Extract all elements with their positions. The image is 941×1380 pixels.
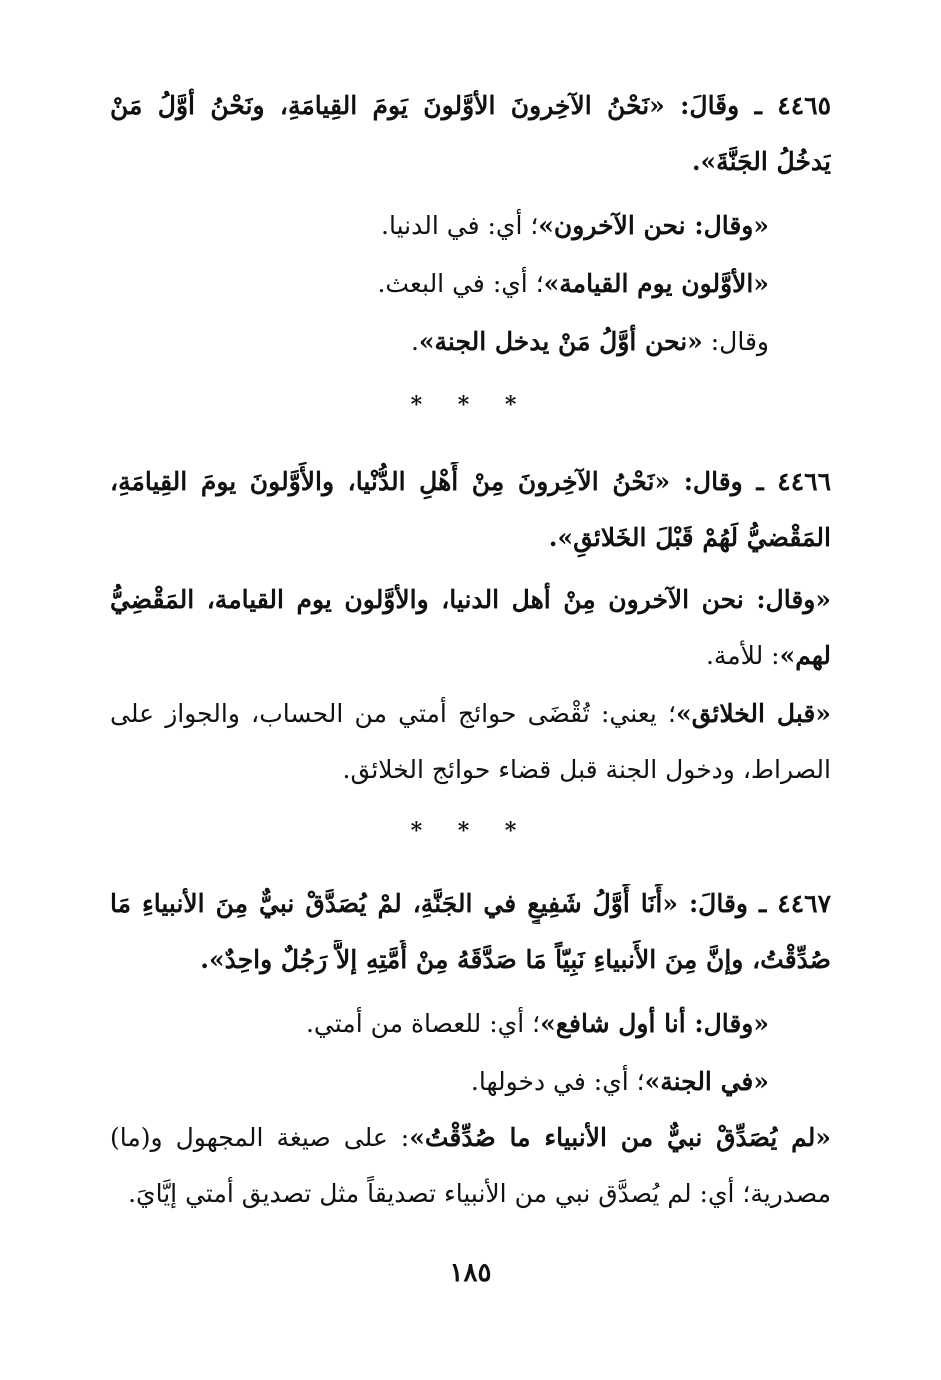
explanation: ؛ يعني: تُقْضَى حوائج أمتي من الحساب، والجواز على [110,699,676,728]
hadith-4465-line-2: يَدخُلُ الجَنَّةَ». [691,147,831,176]
explanation: ؛ أي: للعصاة من أمتي. [305,1009,541,1038]
hadith-4466-line-2: المَقْضيُّ لَهُمْ قَبْلَ الخَلائقِ». [548,523,831,552]
quoted-phrase: «نحن أوَّلُ مَنْ يدخل الجنة» [418,327,703,356]
quoted-phrase: لهم» [779,641,831,670]
quoted-phrase: «لم يُصَدِّقْ نبيٌّ من الأنبياء ما صُدِّقْتُ» [409,1123,831,1152]
commentary-4467-b [110,1062,769,1102]
explanation: . [410,327,419,356]
commentary-4465-c [110,322,769,362]
explanation: ؛ أي: في دخولها. [470,1067,645,1096]
hadith-4467-line-2: صُدِّقْتُ، وإنَّ مِنَ الأَنبياءِ نَبِيّاً مَا صَدَّقَهُ مِنْ أُمَّتِهِ إلاَّ رَجُلٌ واحِدٌ». [200,945,831,974]
explanation: ؛ أي: في الدنيا. [381,211,539,240]
commentary-4466-b-line-1 [110,694,831,734]
hadith-4466-line-1: ٤٤٦٦ ـ وقال: «نَحْنُ الآخِرونَ مِنْ أَهْلِ الدُّنْيا، والأَوَّلونَ يومَ القِيامَةِ، [110,467,831,496]
explanation: وقال: [702,327,769,356]
explanation: ؛ أي: في البعث. [377,269,544,298]
explanation: : للأمة. [705,641,780,670]
commentary-4465-b [110,264,769,304]
commentary-4467-c-line-1 [110,1118,831,1158]
page-number: ١٨٥ [449,1258,492,1288]
hadith-4467-line-1: ٤٤٦٧ ـ وقالَ: «أَنَا أَوَّلُ شَفِيعٍ في الجَنَّةِ، لمْ يُصَدَّقْ نبيٌّ مِنَ الأنبياءِ مَا [110,889,831,918]
commentary-4466-b-line-2: الصراط، ودخول الجنة قبل قضاء حوائج الخلائق. [342,755,831,784]
commentary-4466-a-line-1: «وقال: نحن الآخرون مِنْ أهل الدنيا، والأوَّلون يوم القيامة، المَقْضِيُّ [110,585,831,614]
quoted-phrase: «وقال: نحن الآخرون» [538,211,769,240]
quoted-phrase: «قبل الخلائق» [675,699,831,728]
commentary-4467-a [110,1004,769,1044]
commentary-4466-a-line-2 [110,636,831,676]
section-separator: * * * [410,392,531,418]
hadith-4465-line-1: ٤٤٦٥ ـ وقَالَ: «نَحْنُ الآخِرونَ الأوَّلونَ يَومَ القِيامَةِ، ونَحْنُ أوَّلُ مَنْ [110,91,831,120]
quoted-phrase: «الأوَّلون يوم القيامة» [543,269,769,298]
quoted-phrase: «في الجنة» [644,1067,769,1096]
commentary-4465-a [110,206,769,246]
explanation: : على صيغة المجهول و(ما) [110,1123,410,1152]
section-separator: * * * [410,818,531,844]
commentary-4467-c-line-2: مصدرية؛ أي: لم يُصدَّق نبي من الأنبياء تصديقاً مثل تصديق أمتي إيَّايَ. [128,1179,831,1208]
quoted-phrase: «وقال: أنا أول شافع» [540,1009,769,1038]
